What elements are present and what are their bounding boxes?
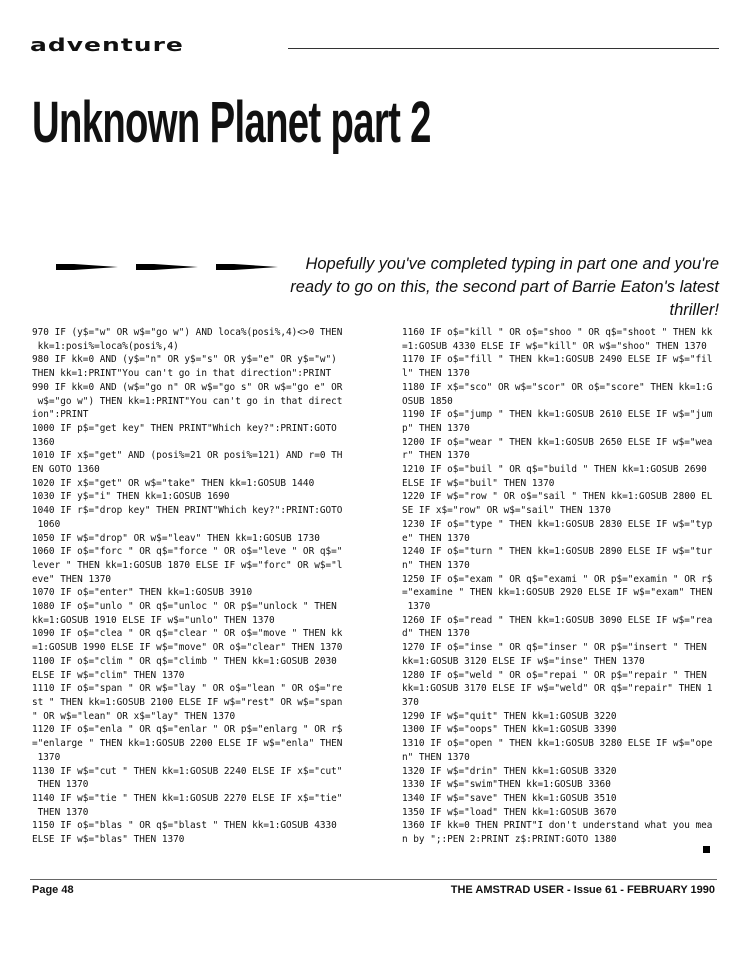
code-line: 1190 IF o$="jump " THEN kk=1:GOSUB 2610 ELSE IF w$="jum (402, 409, 713, 421)
code-line: 1100 IF o$="clim " OR q$="climb " THEN kk=1:GOSUB 2030 (32, 655, 337, 667)
section-tag: adventure (30, 34, 184, 56)
code-line: kk=1:GOSUB 3120 ELSE IF w$="inse" THEN 1370 (402, 655, 645, 667)
code-line: w$="go w") THEN kk=1:PRINT"You can't go in that direct (32, 395, 343, 407)
code-line: n" THEN 1370 (402, 751, 470, 763)
code-line: 1260 IF o$="read " THEN kk=1:GOSUB 3090 ELSE IF w$="rea (402, 614, 713, 626)
code-line: eve" THEN 1370 (32, 573, 112, 585)
publication-info: THE AMSTRAD USER - Issue 61 - FEBRUARY 1990 (450, 884, 715, 896)
arrow-graphic (56, 260, 280, 274)
code-line: ="enlarge " THEN kk=1:GOSUB 2200 ELSE IF w$="enla" THEN (32, 738, 343, 750)
code-line: 1040 IF r$="drop key" THEN PRINT"Which key?":PRINT:GOTO (32, 505, 343, 517)
code-line: 1240 IF o$="turn " THEN kk=1:GOSUB 2890 ELSE IF w$="tur (402, 546, 713, 558)
code-line: 1020 IF x$="get" OR w$="take" THEN kk=1:GOSUB 1440 (32, 477, 315, 489)
code-line: SE IF x$="row" OR w$="sail" THEN 1370 (402, 505, 611, 517)
code-line: n" THEN 1370 (402, 559, 470, 571)
code-line: 1170 IF o$="fill " THEN kk=1:GOSUB 2490 ELSE IF w$="fil (402, 354, 713, 366)
code-line: 970 IF (y$="w" OR w$="go w") AND loca%(posi%,4)<>0 THEN (32, 327, 343, 338)
code-line: 1270 IF o$="inse " OR q$="inser " OR p$="insert " THEN (402, 642, 707, 654)
code-line: 1360 IF kk=0 THEN PRINT"I don't understand what you mea (402, 820, 713, 832)
code-line: 1010 IF x$="get" AND (posi%=21 OR posi%=121) AND r=0 TH (32, 450, 343, 462)
code-line: st " THEN kk=1:GOSUB 2100 ELSE IF w$="rest" OR w$="span (32, 696, 343, 708)
code-line: 1330 IF w$="swim"THEN kk=1:GOSUB 3360 (402, 779, 611, 791)
code-line: 1110 IF o$="span " OR w$="lay " OR o$="lean " OR o$="re (32, 683, 343, 695)
code-line: 1290 IF w$="quit" THEN kk=1:GOSUB 3220 (402, 710, 617, 722)
code-line: kk=1:posi%=loca%(posi%,4) (32, 340, 179, 352)
code-line: THEN kk=1:PRINT"You can't go in that direction":PRINT (32, 368, 332, 380)
code-line: 1060 (32, 518, 61, 530)
page-number: Page 48 (32, 884, 74, 896)
code-line: kk=1:GOSUB 1910 ELSE IF w$="unlo" THEN 1370 (32, 614, 275, 626)
code-line: 1050 IF w$="drop" OR w$="leav" THEN kk=1:GOSUB 1730 (32, 532, 320, 544)
code-line: p" THEN 1370 (402, 422, 470, 434)
code-line: THEN 1370 (32, 779, 89, 791)
code-line: " OR w$="lean" OR x$="lay" THEN 1370 (32, 710, 236, 722)
code-line: 1300 IF w$="oops" THEN kk=1:GOSUB 3390 (402, 724, 617, 736)
code-line: OSUB 1850 (402, 395, 453, 407)
code-line: =1:GOSUB 4330 ELSE IF w$="kill" OR w$="shoo" THEN 1370 (402, 340, 707, 352)
code-line: 1360 (32, 436, 55, 448)
code-line: =1:GOSUB 1990 ELSE IF w$="move" OR o$="clear" THEN 1370 (32, 642, 343, 654)
code-line: 1140 IF w$="tie " THEN kk=1:GOSUB 2270 ELSE IF x$="tie" (32, 792, 343, 804)
code-line: n by ";:PEN 2:PRINT z$:PRINT:GOTO 1380 (402, 834, 617, 846)
code-line: r" THEN 1370 (402, 450, 470, 462)
code-line: 1310 IF o$="open " THEN kk=1:GOSUB 3280 ELSE IF w$="ope (402, 738, 713, 750)
end-of-article-mark (703, 846, 710, 853)
code-line: 1370 (402, 601, 431, 613)
code-line: 1000 IF p$="get key" THEN PRINT"Which key?":PRINT:GOTO (32, 422, 337, 434)
code-line: 1320 IF w$="drin" THEN kk=1:GOSUB 3320 (402, 765, 617, 777)
code-line: l" THEN 1370 (402, 368, 470, 380)
code-line: 1230 IF o$="type " THEN kk=1:GOSUB 2830 ELSE IF w$="typ (402, 518, 713, 530)
code-line: kk=1:GOSUB 3170 ELSE IF w$="weld" OR q$="repair" THEN 1 (402, 683, 713, 695)
page-title: Unknown Planet part 2 (32, 90, 431, 155)
code-line: 1150 IF o$="blas " OR q$="blast " THEN kk=1:GOSUB 4330 (32, 820, 337, 832)
code-line: EN GOTO 1360 (32, 464, 100, 476)
code-line: 1250 IF o$="exam " OR q$="exami " OR p$="examin " OR r$ (402, 573, 713, 585)
code-line: 1180 IF x$="sco" OR w$="scor" OR o$="score" THEN kk=1:G (402, 381, 713, 393)
footer-rule (30, 879, 717, 880)
code-line: 1030 IF y$="i" THEN kk=1:GOSUB 1690 (32, 491, 230, 503)
code-line: 1340 IF w$="save" THEN kk=1:GOSUB 3510 (402, 792, 617, 804)
code-line: 990 IF kk=0 AND (w$="go n" OR w$="go s" OR w$="go e" OR (32, 381, 343, 393)
code-line: 1070 IF o$="enter" THEN kk=1:GOSUB 3910 (32, 587, 253, 599)
code-line: ="examine " THEN kk=1:GOSUB 2920 ELSE IF w$="exam" THEN (402, 587, 713, 599)
code-line: 1120 IF o$="enla " OR q$="enlar " OR p$="enlarg " OR r$ (32, 724, 343, 736)
code-line: 1160 IF o$="kill " OR o$="shoo " OR q$="shoot " THEN kk (402, 327, 713, 338)
code-line: 1210 IF o$="buil " OR q$="build " THEN kk=1:GOSUB 2690 (402, 464, 707, 476)
section-rule (288, 48, 719, 49)
code-line: lever " THEN kk=1:GOSUB 1870 ELSE IF w$="forc" OR w$="l (32, 559, 343, 571)
code-line: 370 (402, 696, 419, 708)
listing-column-left (32, 326, 372, 847)
code-line: 1220 IF w$="row " OR o$="sail " THEN kk=1:GOSUB 2800 EL (402, 491, 713, 503)
code-line: 1130 IF w$="cut " THEN kk=1:GOSUB 2240 ELSE IF x$="cut" (32, 765, 343, 777)
standfirst: Hopefully you've completed typing in part one and you're ready to go on this, the second part of Barrie Eaton's latest thriller! (290, 255, 719, 319)
code-line: THEN 1370 (32, 806, 89, 818)
code-line: 1200 IF o$="wear " THEN kk=1:GOSUB 2650 ELSE IF w$="wea (402, 436, 713, 448)
code-line: ELSE IF w$="clim" THEN 1370 (32, 669, 185, 681)
code-line: e" THEN 1370 (402, 532, 470, 544)
code-line: ELSE IF w$="blas" THEN 1370 (32, 834, 185, 846)
code-line: 1080 IF o$="unlo " OR q$="unloc " OR p$="unlock " THEN (32, 601, 337, 613)
listing-column-right (402, 326, 718, 847)
code-line: 1060 IF o$="forc " OR q$="force " OR o$="leve " OR q$=" (32, 546, 343, 558)
code-line: ion":PRINT (32, 409, 89, 421)
code-line: ELSE IF w$="buil" THEN 1370 (402, 477, 555, 489)
code-line: 1370 (32, 751, 61, 763)
code-line: 1350 IF w$="load" THEN kk=1:GOSUB 3670 (402, 806, 617, 818)
code-line: 1090 IF o$="clea " OR q$="clear " OR o$="move " THEN kk (32, 628, 343, 640)
code-line: 1280 IF o$="weld " OR o$="repai " OR p$="repair " THEN (402, 669, 707, 681)
code-line: d" THEN 1370 (402, 628, 470, 640)
code-line: 980 IF kk=0 AND (y$="n" OR y$="s" OR y$="e" OR y$="w") (32, 354, 337, 366)
